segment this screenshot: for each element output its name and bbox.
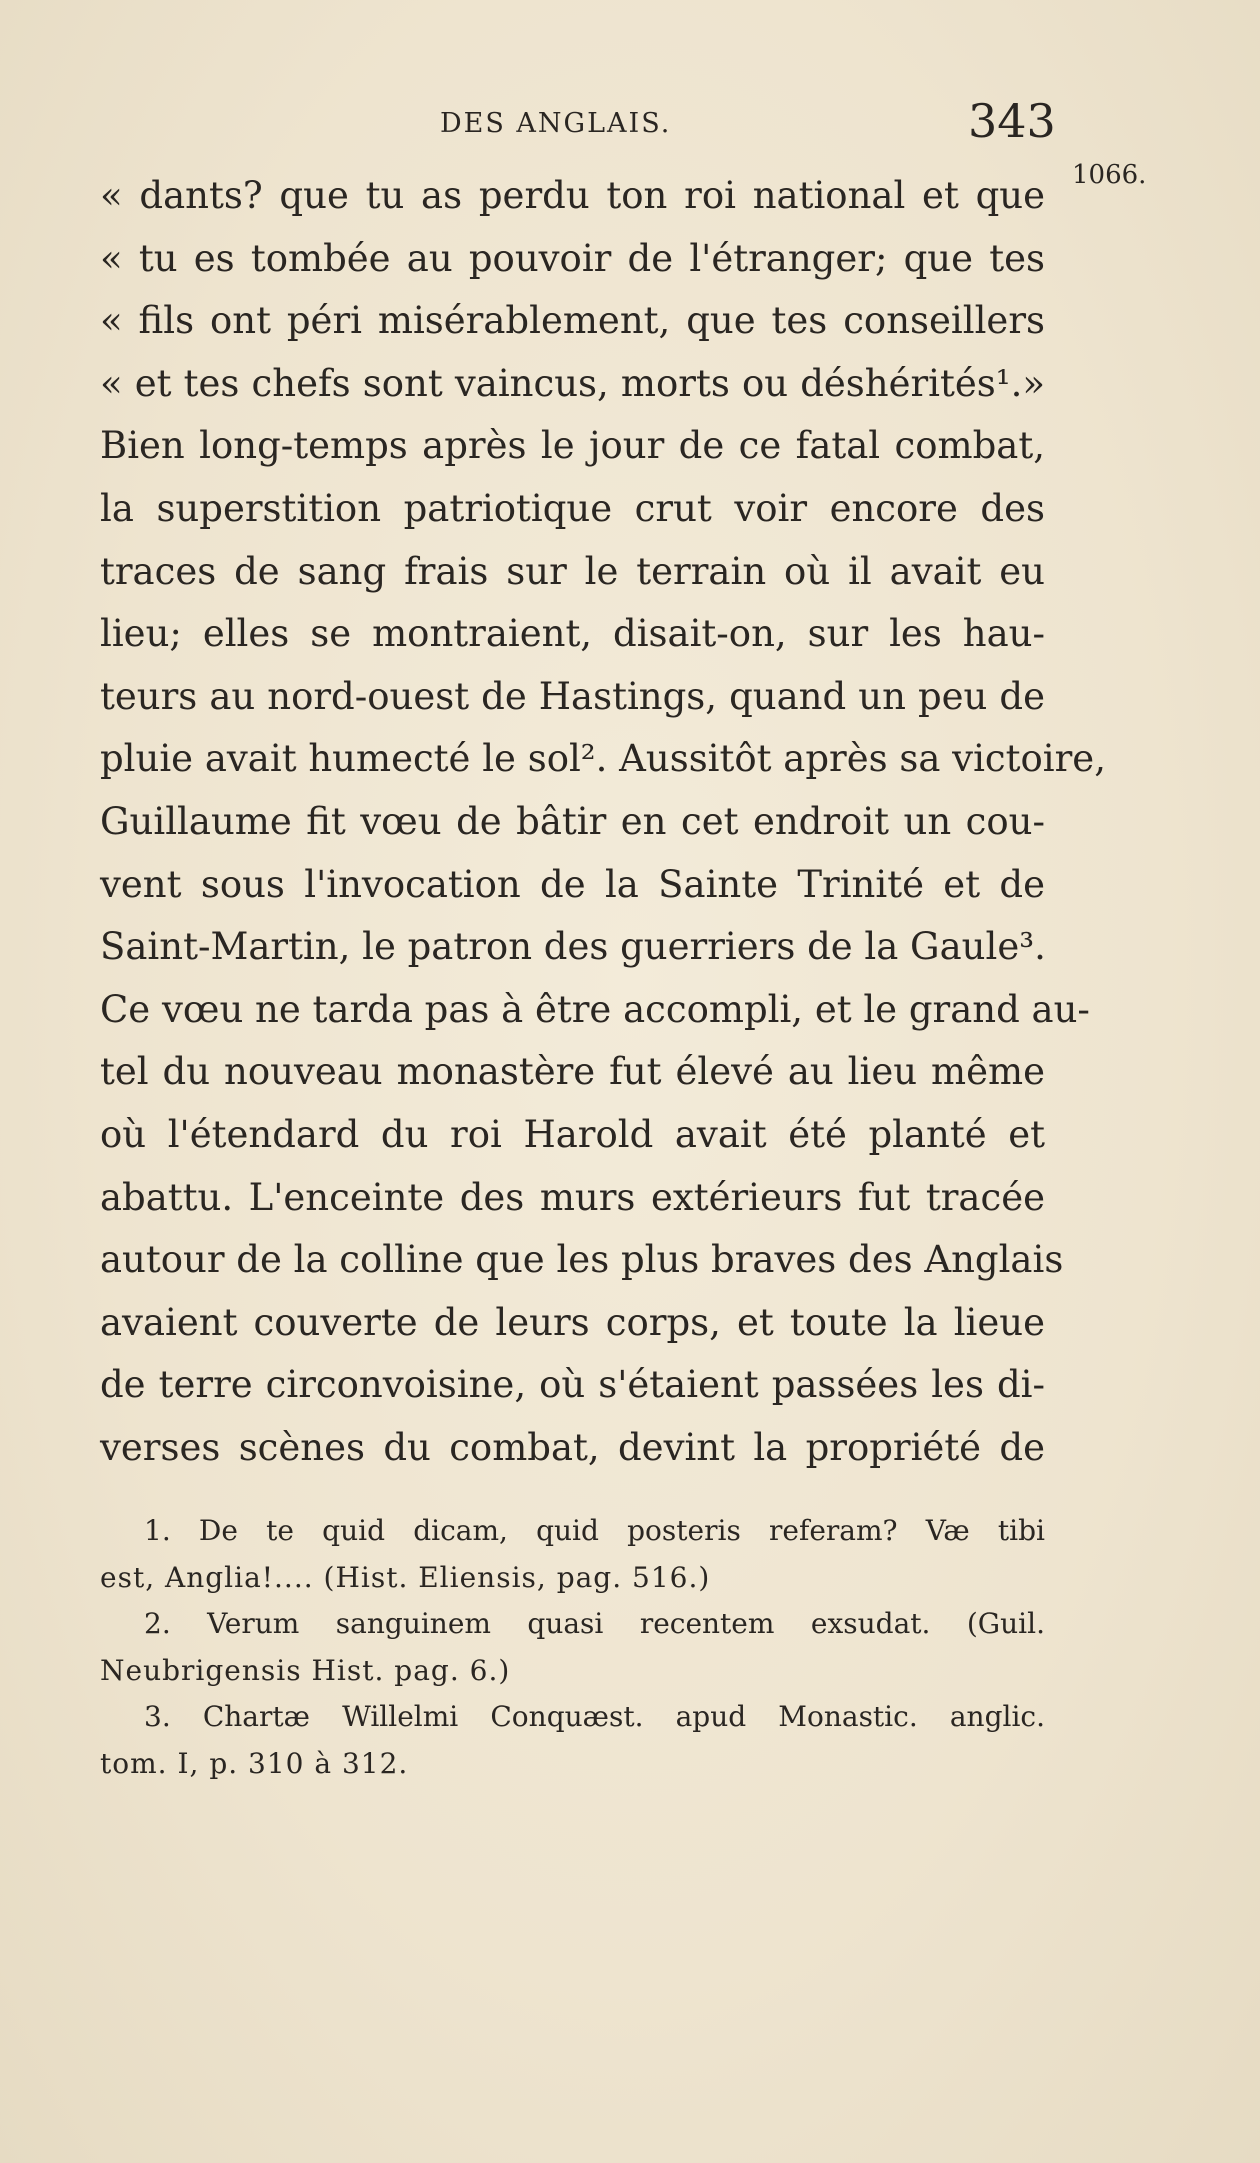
body-line: pluie avait humecté le sol². Aussitôt après sa victoire, [100,737,1106,781]
page-number: 343 [968,94,1056,148]
body-line: où l'étendard du roi Harold avait été planté et [100,1112,1045,1156]
body-text [100,165,1106,1479]
footnote-line: tom. I, p. 310 à 312. [100,1746,409,1780]
body-line: verses scènes du combat, devint la propriété de [100,1425,1045,1469]
body-line: Saint-Martin, le patron des guerriers de la Gaule³. [100,925,1046,969]
body-line: « fils ont péri misérablement, que tes conseillers [100,299,1045,343]
body-line: « et tes chefs sont vaincus, morts ou déshérités¹.» [100,361,1045,405]
body-line: Ce vœu ne tarda pas à être accompli, et le grand au- [100,987,1090,1031]
body-line: avaient couverte de leurs corps, et toute la lieue [100,1300,1045,1344]
footnote-line: 1. De te quid dicam, quid posteris referam? Væ tibi [144,1514,1045,1547]
running-head [0,94,1260,160]
body-line: tel du nouveau monastère fut élevé au lieu même [100,1050,1045,1094]
body-line: la superstition patriotique crut voir encore des [100,486,1045,530]
body-line: traces de sang frais sur le terrain où il avait eu [100,549,1045,593]
footnote-line: 2. Verum sanguinem quasi recentem exsudat. (Guil. [144,1607,1045,1640]
footnote-line: est, Anglia!.... (Hist. Eliensis, pag. 516.) [100,1560,711,1594]
body-line: abattu. L'enceinte des murs extérieurs fut tracée [100,1175,1045,1219]
body-line: vent sous l'invocation de la Sainte Trinité et de [100,862,1045,906]
body-line: teurs au nord-ouest de Hastings, quand un peu de [100,674,1045,718]
running-title: DES ANGLAIS. [440,108,672,139]
body-line: autour de la colline que les plus braves des Anglais [100,1238,1064,1282]
margin-year-note: 1066. [1072,160,1147,190]
footnote-line: 3. Chartæ Willelmi Conquæst. apud Monastic. anglic. [144,1700,1045,1733]
body-line: « dants? que tu as perdu ton roi national et que [100,174,1045,217]
footnote-line: Neubrigensis Hist. pag. 6.) [100,1653,511,1687]
body-line: de terre circonvoisine, où s'étaient passées les di- [100,1363,1045,1407]
body-line: Guillaume fit vœu de bâtir en cet endroit un cou- [100,799,1045,843]
body-line: « tu es tombée au pouvoir de l'étranger; que tes [100,236,1045,280]
footnotes [100,1508,1045,1787]
body-line: lieu; elles se montraient, disait-on, sur les hau- [100,612,1045,656]
body-line: Bien long-temps après le jour de ce fatal combat, [100,424,1045,468]
